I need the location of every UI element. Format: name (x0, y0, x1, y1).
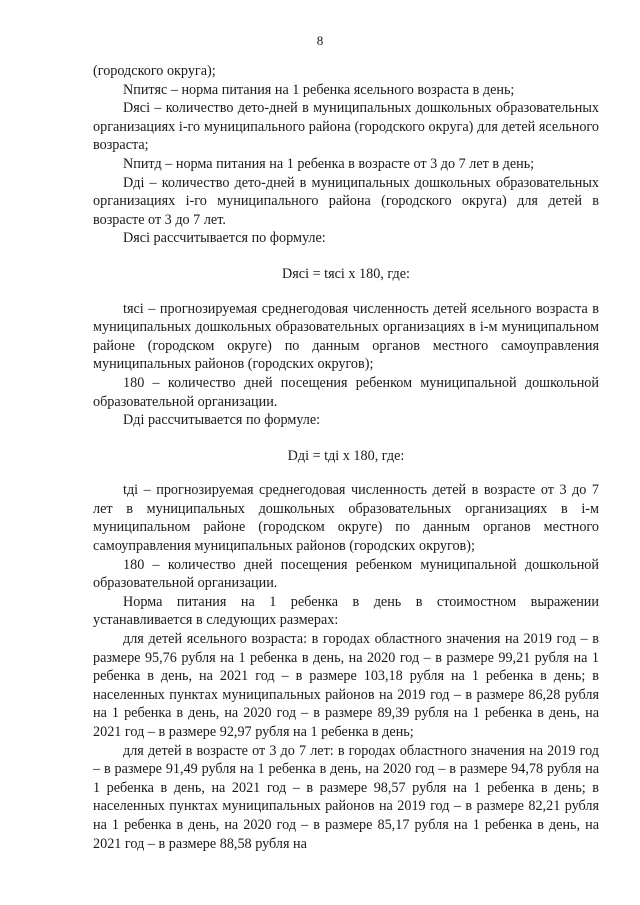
formula-3-7: Dдi = tдi x 180, где: (287, 447, 405, 464)
paragraph-avg-count-3-7: tдi – прогнозируемая среднегодовая численность детей в возрасте от 3 до 7 лет в муниципальных дошкольных образовательных организациях в i-м муниципальном районе (городском округе) по данным органов местного самоуправления муниципальных районов (городских округов); (93, 482, 599, 555)
paragraph-nutrition-norm-3-7: Nпитд – норма питания на 1 ребенка в возрасте от 3 до 7 лет в день; (123, 155, 535, 172)
paragraph-child-days-nursery: Dясi – количество дето-дней в муниципальных дошкольных образовательных организациях i-го муниципального района (городского округа) для детей ясельного возраста; (93, 100, 599, 154)
formula-nursery: Dясi = tясi x 180, где: (282, 265, 410, 282)
paragraph-attendance-days-1: 180 – количество дней посещения ребенком муниципальной дошкольной образовательной организации. (93, 374, 599, 410)
paragraph-norm-cost-intro: Норма питания на 1 ребенка в день в стоимостном выражении устанавливается в следующих размерах: (93, 593, 599, 629)
paragraph-norm-cost-3-7: для детей в возрасте от 3 до 7 лет: в городах областного значения на 2019 год – в размере 91,49 рубля на 1 ребенка в день, на 2020 год – в размере 94,78 рубля на 1 ребенка в день, на 2021 год – в размере 98,57 рубля на 1 ребенка в день; в населенных пунктах муниципальных районов на 2019 год – в размере 82,21 рубля на 1 ребенка в день, на 2020 год – в размере 85,17 рубля на 1 ребенка в день, на 2021 год – в размере 88,58 рубля на (93, 742, 599, 852)
document-body (93, 62, 599, 853)
page-number: 8 (316, 33, 324, 48)
paragraph-avg-count-nursery: tясi – прогнозируемая среднегодовая численность детей ясельного возраста в муниципальных дошкольных образовательных организациях в i-м муниципальном районе (городском округе) по данным органов местного самоуправления муниципальных районов (городских округов); (93, 300, 599, 373)
paragraph-attendance-days-2: 180 – количество дней посещения ребенком муниципальной дошкольной образовательной организации. (93, 556, 599, 592)
paragraph-continuation: (городского округа); (93, 63, 216, 79)
paragraph-formula-intro-3-7: Dдi рассчитывается по формуле: (123, 412, 321, 429)
paragraph-norm-cost-nursery: для детей ясельного возраста: в городах областного значения на 2019 год – в размере 95,76 рубля на 1 ребенка в день, на 2020 год – в размере 99,21 рубля на 1 ребенка в день, на 2021 год – в размере 103,18 рубля на 1 ребенка в день; в населенных пунктах муниципальных районов на 2019 год – в размере 86,28 рубля на 1 ребенка в день, на 2020 год – в размере 89,39 рубля на 1 ребенка в день, на 2021 год – в размере 92,97 рубля на 1 ребенка в день; (93, 631, 599, 740)
paragraph-child-days-3-7: Dдi – количество дето-дней в муниципальных дошкольных образовательных организациях i-го муниципального района (городского округа) для детей в возрасте от 3 до 7 лет. (93, 174, 599, 228)
paragraph-nutrition-norm-nursery: Nпитяс – норма питания на 1 ребенка ясельного возраста в день; (123, 81, 515, 98)
paragraph-formula-intro-nursery: Dясi рассчитывается по формуле: (123, 230, 326, 247)
